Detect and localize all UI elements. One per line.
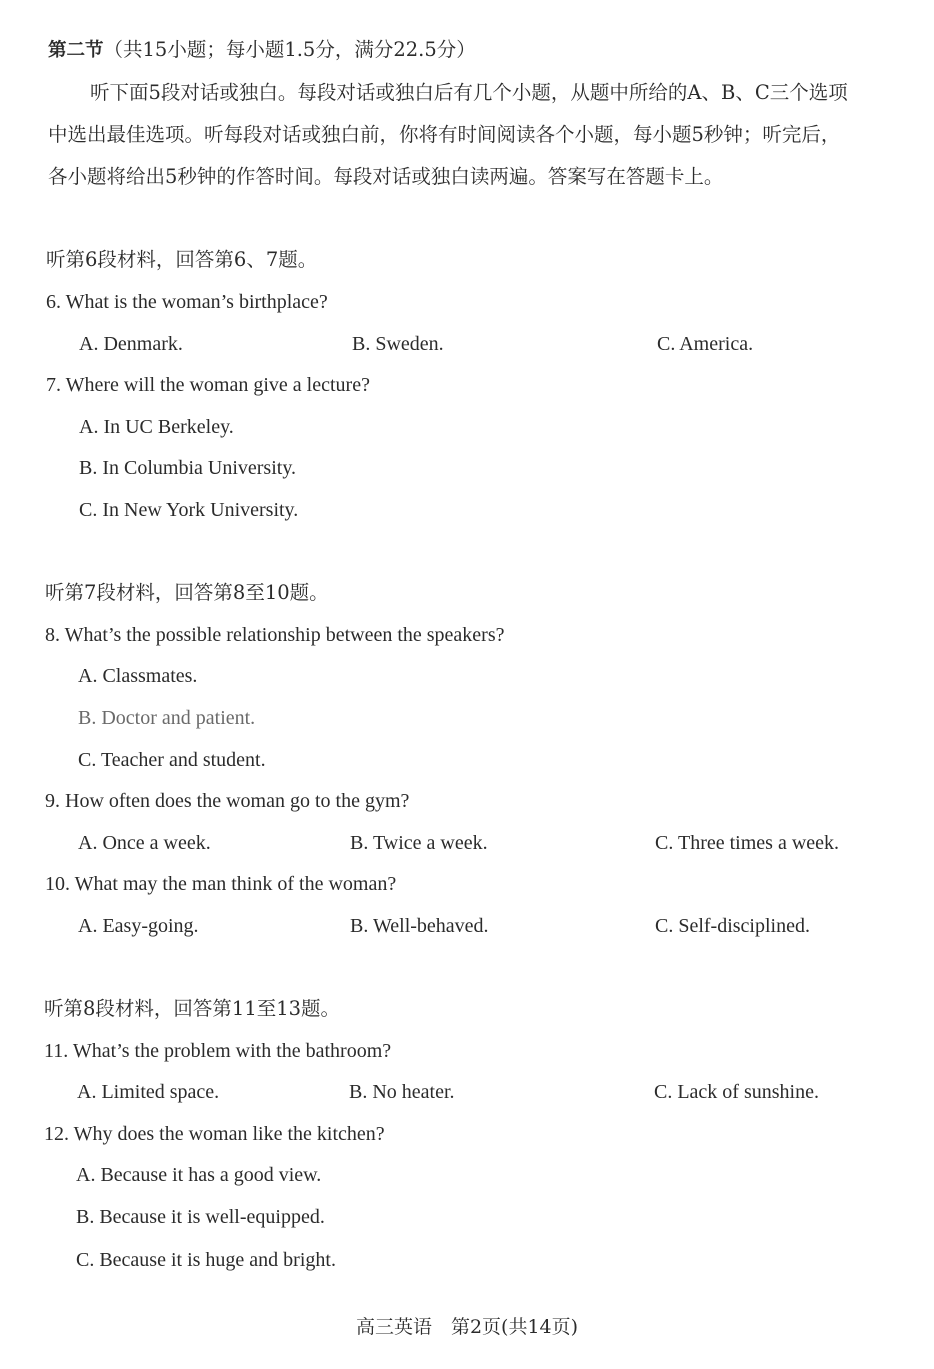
question-11-option-b[interactable]: B. No heater.: [349, 1081, 455, 1103]
question-11-option-a[interactable]: A. Limited space.: [77, 1081, 220, 1103]
question-6-option-a[interactable]: A. Denmark.: [79, 333, 183, 355]
question-7-option-a[interactable]: A. In UC Berkeley.: [79, 416, 234, 438]
group-intro-8: 听第8段材料，回答第11至13题。: [44, 997, 341, 1020]
section-title-note: （共15小题；每小题1.5分，满分22.5分）: [103, 38, 476, 61]
question-12-option-a[interactable]: A. Because it has a good view.: [76, 1164, 322, 1186]
question-9-option-b[interactable]: B. Twice a week.: [350, 832, 488, 854]
group-intro-7: 听第7段材料，回答第8至10题。: [45, 581, 329, 604]
instruction-line-2: 中选出最佳选项。听每段对话或独白前，你将有时间阅读各个小题，每小题5秒钟；听完后，: [48, 123, 841, 146]
question-8-option-c[interactable]: C. Teacher and student.: [78, 749, 266, 771]
question-6-stem: 6. What is the woman’s birthplace?: [46, 291, 328, 313]
question-6-option-c[interactable]: C. America.: [657, 333, 754, 355]
page-footer: 高三英语 第2页(共14页): [355, 1316, 579, 1338]
question-11-option-c[interactable]: C. Lack of sunshine.: [654, 1081, 819, 1103]
question-10-option-a[interactable]: A. Easy-going.: [78, 915, 199, 937]
group-intro-6: 听第6段材料，回答第6、7题。: [46, 248, 318, 271]
question-8-option-a[interactable]: A. Classmates.: [78, 665, 198, 687]
question-9-option-a[interactable]: A. Once a week.: [78, 832, 211, 854]
question-7-option-c[interactable]: C. In New York University.: [79, 499, 299, 521]
question-8-stem: 8. What’s the possible relationship between the speakers?: [45, 624, 505, 646]
question-12-stem: 12. Why does the woman like the kitchen?: [44, 1123, 385, 1145]
question-7-stem: 7. Where will the woman give a lecture?: [46, 374, 370, 396]
question-11-stem: 11. What’s the problem with the bathroom?: [44, 1040, 392, 1062]
question-8-option-b[interactable]: B. Doctor and patient.: [78, 707, 256, 729]
question-12-option-b[interactable]: B. Because it is well-equipped.: [76, 1206, 325, 1228]
instruction-line-3: 各小题将给出5秒钟的作答时间。每段对话或独白读两遍。答案写在答题卡上。: [48, 165, 724, 188]
question-9-stem: 9. How often does the woman go to the gym?: [45, 790, 410, 812]
question-7-option-b[interactable]: B. In Columbia University.: [79, 457, 297, 479]
question-6-option-b[interactable]: B. Sweden.: [352, 333, 444, 355]
section-title: 第二节: [48, 40, 104, 61]
question-12-option-c[interactable]: C. Because it is huge and bright.: [76, 1249, 336, 1271]
question-10-option-b[interactable]: B. Well-behaved.: [350, 915, 489, 937]
instruction-line-1: 听下面5段对话或独白。每段对话或独白后有几个小题，从题中所给的A、B、C三个选项: [90, 81, 848, 104]
section-heading: [48, 37, 476, 64]
question-10-stem: 10. What may the man think of the woman?: [45, 873, 397, 895]
question-9-option-c[interactable]: C. Three times a week.: [655, 832, 840, 854]
question-10-option-c[interactable]: C. Self-disciplined.: [655, 915, 810, 937]
